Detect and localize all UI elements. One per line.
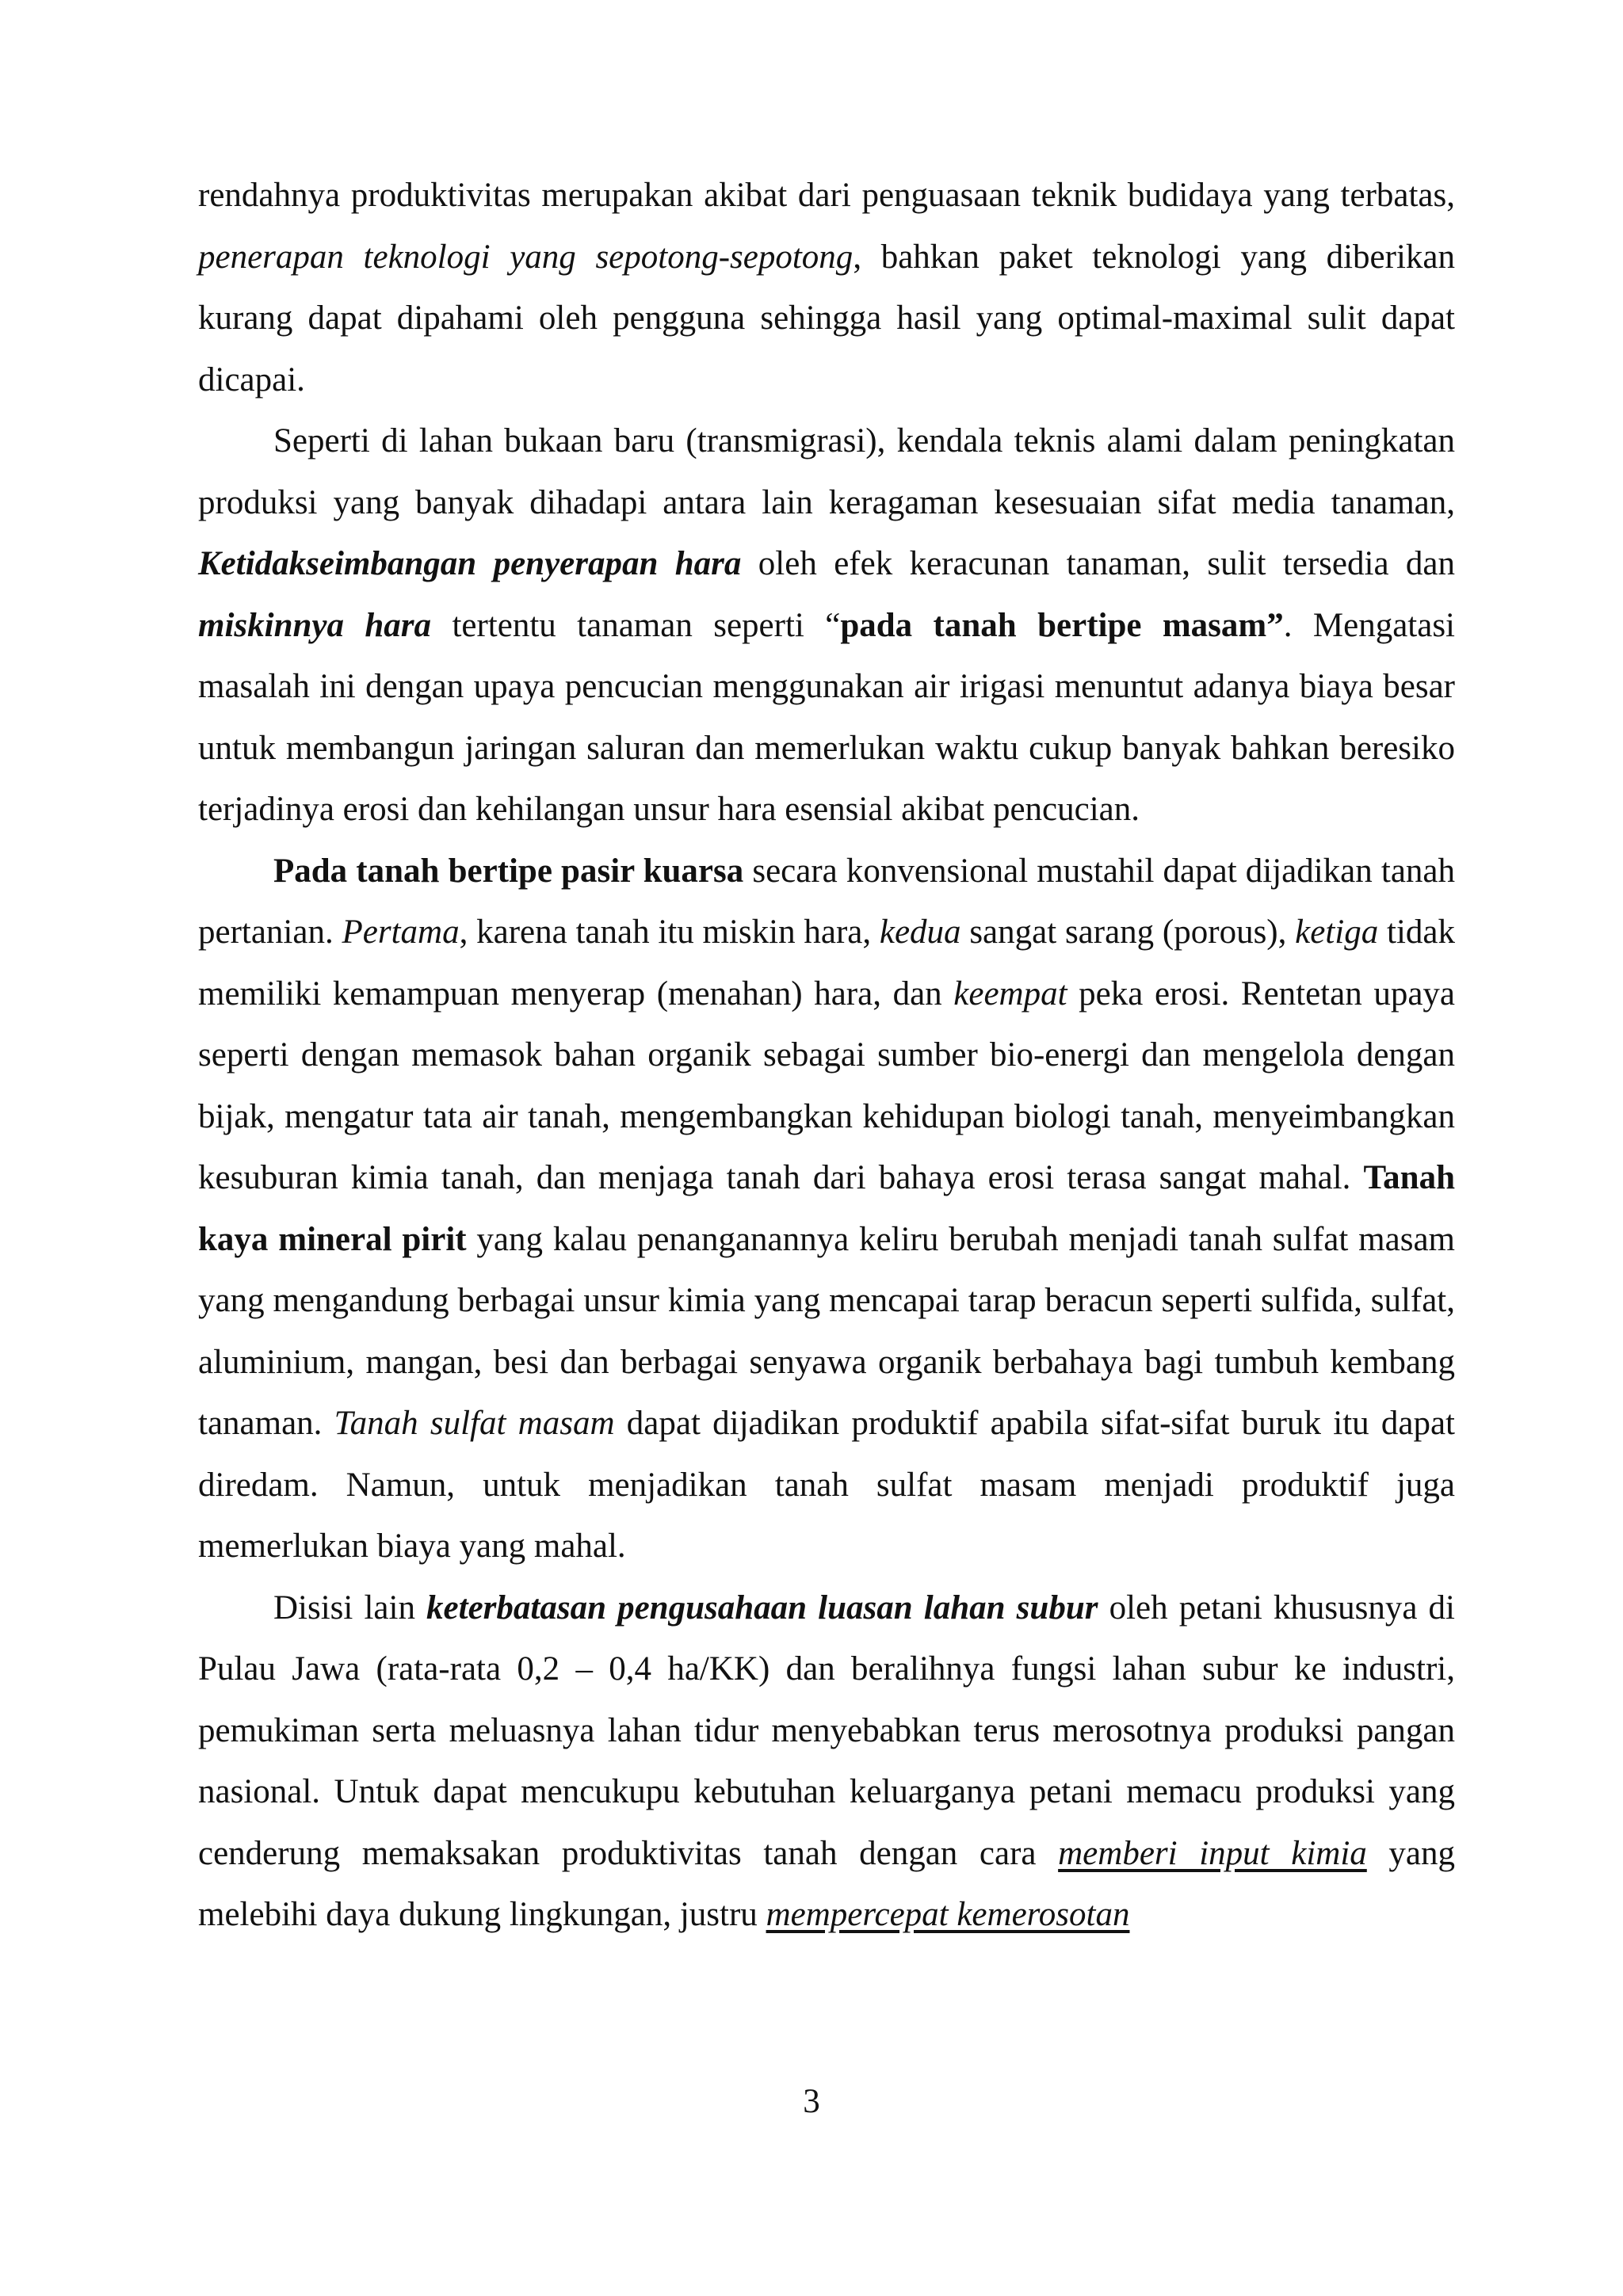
- text-run: tidak memiliki kemampuan menyerap (menahan) hara, dan: [198, 913, 1455, 1013]
- text-run: ketiga: [1295, 913, 1379, 951]
- text-run: memberi input kimia: [1058, 1834, 1367, 1872]
- text-run: keterbatasan pengusahaan luasan lahan subur: [426, 1589, 1098, 1627]
- text-run: sangat sarang (porous),: [960, 913, 1296, 951]
- document-body: [198, 165, 1455, 1946]
- text-run: Pertama: [342, 913, 460, 951]
- text-run: Pada tanah bertipe pasir kuarsa: [273, 852, 744, 890]
- text-run: oleh petani khususnya di Pulau Jawa (rata-rata 0,2 – 0,4 ha/KK) dan beralihnya fungsi lahan subur ke industri, pemukiman serta meluasnya lahan tidur menyebabkan terus merosotnya produksi pangan nasional. Untuk dapat mencukupu kebutuhan keluarganya petani memacu produksi yang cenderung memaksakan produktivitas tanah dengan cara: [198, 1589, 1455, 1872]
- text-run: pada tanah bertipe masam”: [840, 606, 1284, 644]
- paragraph-4: [198, 1577, 1455, 1946]
- text-run: , bahkan paket teknologi yang diberikan kurang dapat dipahami oleh pengguna sehingga hasil yang optimal-maximal sulit dapat dicapai.: [198, 238, 1455, 399]
- text-run: Disisi lain: [273, 1589, 427, 1627]
- text-run: rendahnya produktivitas merupakan akibat dari penguasaan teknik budidaya yang terbatas,: [198, 177, 1455, 214]
- text-run: Tanah sulfat masam: [334, 1405, 615, 1442]
- text-run: Seperti di lahan bukaan baru (transmigrasi), kendala teknis alami dalam peningkatan produksi yang banyak dihadapi antara lain keragaman kesesuaian sifat media tanaman,: [198, 422, 1455, 521]
- text-run: mempercepat kemerosotan: [766, 1896, 1130, 1933]
- paragraph-1: [198, 165, 1455, 410]
- page-number: 3: [803, 2083, 820, 2120]
- text-run: , karena tanah itu miskin hara,: [459, 913, 880, 951]
- paragraph-2: [198, 410, 1455, 841]
- text-run: Tanah kaya mineral pirit: [198, 1159, 1455, 1258]
- text-run: keempat: [953, 974, 1067, 1013]
- text-run: oleh efek keracunan tanaman, sulit tersedia dan: [741, 545, 1455, 582]
- text-run: yang melebihi daya dukung lingkungan, justru: [198, 1834, 1455, 1933]
- text-run: kedua: [879, 913, 961, 951]
- text-run: yang kalau penanganannya keliru berubah menjadi tanah sulfat masam yang mengandung berbagai unsur kimia yang mencapai tarap beracun seperti sulfida, sulfat, aluminium, mangan, besi dan berbagai senyawa organik berbahaya bagi tumbuh kembang tanaman.: [198, 1220, 1455, 1442]
- text-run: miskinnya hara: [198, 606, 432, 644]
- text-run: tertentu tanaman seperti “: [431, 606, 841, 644]
- paragraph-3: [198, 841, 1455, 1577]
- text-run: secara konvensional mustahil dapat dijadikan tanah pertanian.: [198, 852, 1456, 951]
- text-run: . Mengatasi masalah ini dengan upaya pencucian menggunakan air irigasi menuntut adanya biaya besar untuk membangun jaringan saluran dan memerlukan waktu cukup banyak bahkan beresiko terjadinya erosi dan kehilangan unsur hara esensial akibat pencucian.: [198, 606, 1456, 828]
- text-run: Ketidakseimbangan penyerapan hara: [198, 545, 742, 582]
- text-run: dapat dijadikan produktif apabila sifat-sifat buruk itu dapat diredam. Namun, untuk menjadikan tanah sulfat masam menjadi produktif juga memerlukan biaya yang mahal.: [198, 1405, 1455, 1565]
- text-run: peka erosi. Rentetan upaya seperti dengan memasok bahan organik sebagai sumber bio-energi dan mengelola dengan bijak, mengatur tata air tanah, mengembangkan kehidupan biologi tanah, menyeimbangkan kesuburan kimia tanah, dan menjaga tanah dari bahaya erosi terasa sangat mahal.: [198, 974, 1455, 1196]
- text-run: penerapan teknologi yang sepotong-sepotong: [198, 238, 854, 276]
